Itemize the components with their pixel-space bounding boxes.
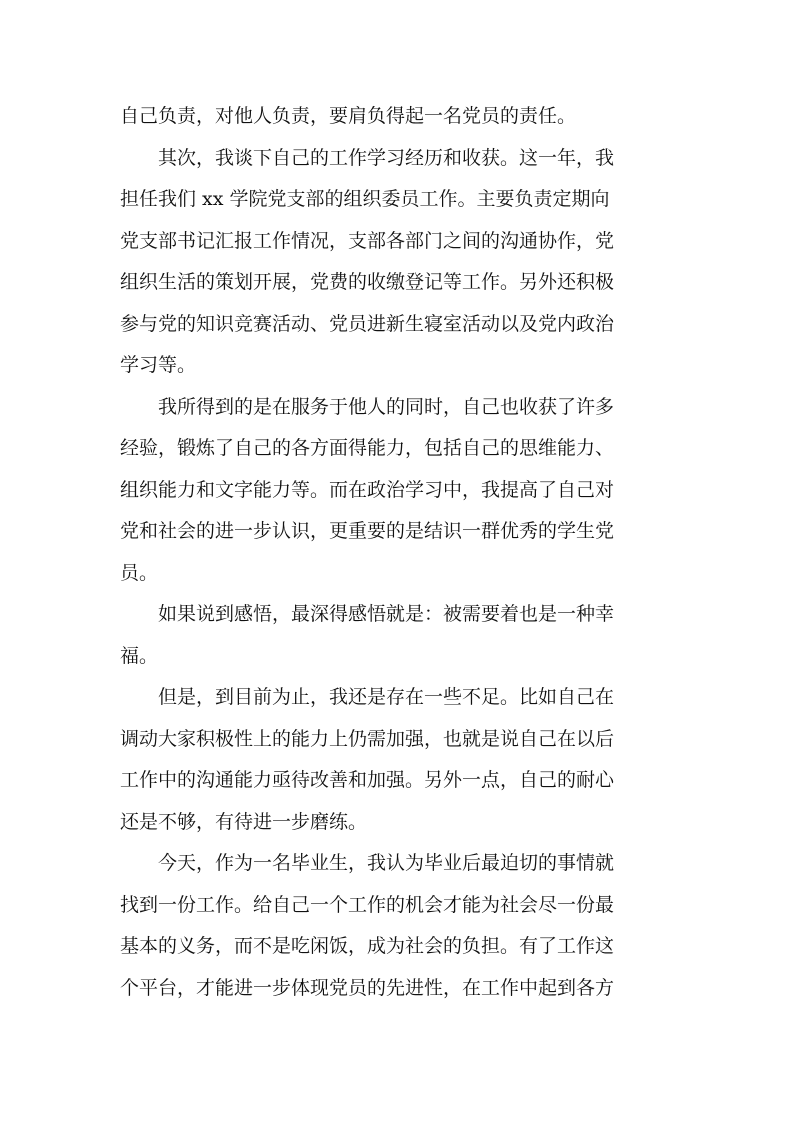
text-line: 自己负责，对他人负责，要肩负得起一名党员的责任。 [120,105,577,127]
text-line: 福。 [120,644,159,667]
body-text [120,96,680,1009]
text-line: 参与党的知识竞赛活动、党员进新生寝室活动以及党内政治 [120,312,615,335]
text-line: 党支部书记汇报工作情况，支部各部门之间的沟通协作，党 [120,229,615,252]
text-line: 党和社会的进一步认识，更重要的是结识一群优秀的学生党 [120,520,615,542]
text-line: 如果说到感悟，最深得感悟就是：被需要着也是一种幸 [120,603,615,625]
text-line: 其次，我谈下自己的工作学习经历和收获。这一年，我 [120,146,615,169]
text-line: 经验，锻炼了自己的各方面得能力，包括自己的思维能力、 [120,437,615,459]
text-line: 担任我们 xx 学院党支部的组织委员工作。主要负责定期向 [120,188,610,210]
text-line: 找到一份工作。给自己一个工作的机会才能为社会尽一份最 [120,893,615,916]
text-line: 但是，到目前为止，我还是存在一些不足。比如自己在 [120,686,615,708]
text-line: 我所得到的是在服务于他人的同时，自己也收获了许多 [120,395,615,418]
text-line: 工作中的沟通能力亟待改善和加强。另外一点，自己的耐心 [120,769,615,791]
text-line: 组织能力和文字能力等。而在政治学习中，我提高了自己对 [120,478,615,501]
text-line: 基本的义务，而不是吃闲饭，成为社会的负担。有了工作这 [120,935,615,957]
text-line: 学习等。 [120,354,197,376]
text-line: 还是不够，有待进一步磨练。 [120,810,368,833]
text-line: 组织生活的策划开展，党费的收缴登记等工作。另外还积极 [120,271,615,293]
text-line: 调动大家积极性上的能力上仍需加强，也就是说自己在以后 [120,727,615,750]
text-line: 员。 [120,561,159,584]
text-line: 个平台，才能进一步体现党员的先进性，在工作中起到各方 [120,976,615,999]
text-line: 今天，作为一名毕业生，我认为毕业后最迫切的事情就 [120,852,615,874]
